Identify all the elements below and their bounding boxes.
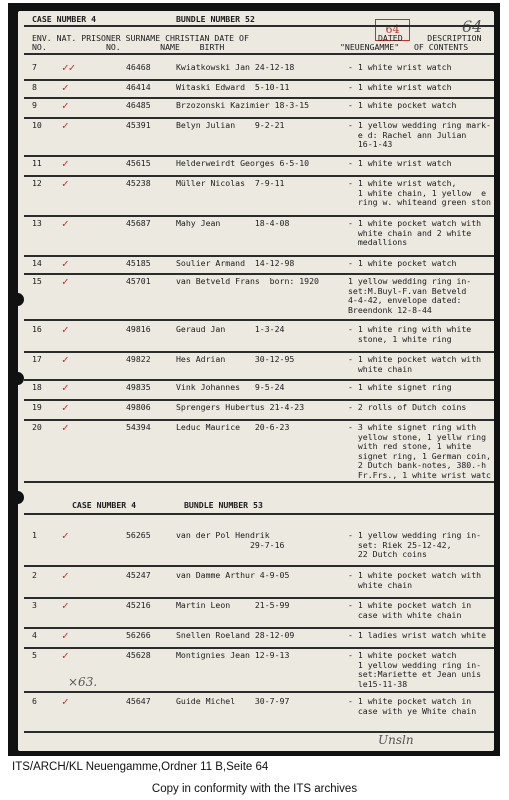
prisoner-name-birth: Belyn Julian 9-2-21 bbox=[176, 120, 285, 130]
contents-description: - 1 yellow wedding ring mark- e d: Rachel ann Julian 16-1-43 bbox=[348, 120, 491, 150]
check-mark: ✓ bbox=[62, 569, 69, 582]
punch-hole bbox=[18, 491, 24, 504]
punch-hole bbox=[18, 293, 24, 306]
rule-line bbox=[24, 351, 494, 353]
contents-description: - 1 white signet ring bbox=[348, 382, 452, 392]
rule-line bbox=[24, 597, 494, 599]
contents-description: - 1 white pocket watch with white chain and 2 white medallions bbox=[348, 218, 482, 248]
rule-line bbox=[24, 481, 494, 483]
rule-line bbox=[24, 79, 494, 81]
contents-description: - 2 rolls of Dutch coins bbox=[348, 402, 467, 412]
env-number: 20 bbox=[32, 422, 42, 432]
check-mark: ✓ bbox=[62, 649, 69, 662]
env-number: 17 bbox=[32, 354, 42, 364]
env-number: 2 bbox=[32, 570, 37, 580]
contents-description: - 1 white wrist watch bbox=[348, 82, 452, 92]
check-mark: ✓ bbox=[62, 421, 69, 434]
contents-description: - 3 white signet ring with yellow stone, 1 yellw ring with red stone, 1 white signet ring, 1 German coin, 2 Dutch bank-notes, 380.-h Fr.Frs., 1 white wrist watc bbox=[348, 422, 491, 480]
check-mark: ✓ bbox=[62, 81, 69, 94]
prisoner-name-birth: Guide Michel 30-7-97 bbox=[176, 696, 290, 706]
check-mark: ✓ bbox=[62, 217, 69, 230]
env-number: 13 bbox=[32, 218, 42, 228]
env-number: 12 bbox=[32, 178, 42, 188]
check-mark: ✓ bbox=[62, 353, 69, 366]
prisoner-number: 45185 bbox=[126, 258, 151, 268]
prisoner-number: 49822 bbox=[126, 354, 151, 364]
page-number-stamp: 64 bbox=[375, 19, 410, 41]
check-mark: ✓ bbox=[62, 323, 69, 336]
signature: Unsln bbox=[378, 733, 414, 747]
env-number: 9 bbox=[32, 100, 37, 110]
rule-line bbox=[24, 215, 494, 217]
prisoner-name-birth: Helderweirdt Georges 6-5-10 bbox=[176, 158, 310, 168]
prisoner-number: 46485 bbox=[126, 100, 151, 110]
env-number: 3 bbox=[32, 600, 37, 610]
env-number: 4 bbox=[32, 630, 37, 640]
rule-line bbox=[24, 647, 494, 649]
prisoner-number: 45391 bbox=[126, 120, 151, 130]
contents-description: - 1 white ring with white stone, 1 white ring bbox=[348, 324, 472, 344]
prisoner-name-birth: Leduc Maurice 20-6-23 bbox=[176, 422, 290, 432]
prisoner-number: 45216 bbox=[126, 600, 151, 610]
contents-description: - 1 white pocket watch 1 yellow wedding ring in- set:Mariette et Jean unis le15-11-38 bbox=[348, 650, 482, 689]
prisoner-number: 45701 bbox=[126, 276, 151, 286]
check-mark: ✓ bbox=[62, 99, 69, 112]
prisoner-name-birth: Sprengers Hubertus 21-4-23 bbox=[176, 402, 305, 412]
corner-page-number: 64 bbox=[462, 17, 483, 36]
prisoner-name-birth: van Betveld Frans born: 1920 bbox=[176, 276, 319, 286]
header-case-number: CASE NUMBER 4 bbox=[32, 14, 97, 24]
check-mark: ✓ bbox=[62, 599, 69, 612]
check-mark: ✓ bbox=[62, 275, 69, 288]
footer-copy-note: Copy in conformity with the ITS archives bbox=[151, 783, 358, 795]
rule-line bbox=[24, 319, 494, 321]
typed-inventory-sheet bbox=[18, 11, 494, 751]
check-mark: ✓ bbox=[62, 529, 69, 542]
prisoner-number: 49835 bbox=[126, 382, 151, 392]
rule-line bbox=[24, 565, 494, 567]
header2-case-number: CASE NUMBER 4 bbox=[72, 500, 137, 510]
check-mark: ✓ bbox=[62, 119, 69, 132]
env-number: 14 bbox=[32, 258, 42, 268]
env-number: 18 bbox=[32, 382, 42, 392]
rule-line bbox=[24, 399, 494, 401]
contents-description: - 1 white pocket watch bbox=[348, 100, 457, 110]
check-mark: ✓ bbox=[62, 401, 69, 414]
contents-description: - 1 white pocket watch bbox=[348, 258, 457, 268]
contents-description: 1 yellow wedding ring in- set:M.Buyl-F.van Betveld 4-4-42, envelope dated: Breendonk 12-8-44 bbox=[348, 276, 472, 315]
rule-line bbox=[24, 255, 494, 257]
rule-line bbox=[24, 97, 494, 99]
check-mark: ✓ bbox=[62, 695, 69, 708]
contents-description: - 1 yellow wedding ring in- set: Riek 25-12-42, 22 Dutch coins bbox=[348, 530, 482, 560]
prisoner-number: 56265 bbox=[126, 530, 151, 540]
contents-description: - 1 white wrist watch bbox=[348, 158, 452, 168]
prisoner-number: 46468 bbox=[126, 62, 151, 72]
env-number: 8 bbox=[32, 82, 37, 92]
prisoner-name-birth: Montignies Jean 12-9-13 bbox=[176, 650, 290, 660]
prisoner-name-birth: Soulier Armand 14-12-98 bbox=[176, 258, 295, 268]
env-number: 11 bbox=[32, 158, 42, 168]
env-number: 1 bbox=[32, 530, 37, 540]
rule-line bbox=[24, 175, 494, 177]
contents-description: - 1 ladies wrist watch white bbox=[348, 630, 487, 640]
contents-description: - 1 white pocket watch with white chain bbox=[348, 570, 482, 590]
prisoner-number: 45647 bbox=[126, 696, 151, 706]
check-mark: ✓✓ bbox=[62, 61, 76, 74]
prisoner-number: 49806 bbox=[126, 402, 151, 412]
env-number: 7 bbox=[32, 62, 37, 72]
rule-line bbox=[24, 53, 494, 55]
env-number: 15 bbox=[32, 276, 42, 286]
rule-line bbox=[24, 513, 494, 515]
prisoner-number: 45238 bbox=[126, 178, 151, 188]
env-number: 5 bbox=[32, 650, 37, 660]
prisoner-name-birth: van der Pol Hendrik 29-7-16 bbox=[176, 530, 285, 550]
rule-line bbox=[24, 25, 494, 27]
margin-note: ×63. bbox=[68, 675, 98, 689]
prisoner-number: 46414 bbox=[126, 82, 151, 92]
rule-line bbox=[24, 691, 494, 693]
prisoner-number: 45628 bbox=[126, 650, 151, 660]
header-bundle-number: BUNDLE NUMBER 52 bbox=[176, 14, 255, 24]
prisoner-name-birth: Geraud Jan 1-3-24 bbox=[176, 324, 285, 334]
check-mark: ✓ bbox=[62, 157, 69, 170]
prisoner-number: 49816 bbox=[126, 324, 151, 334]
prisoner-name-birth: Vink Johannes 9-5-24 bbox=[176, 382, 285, 392]
contents-description: - 1 white pocket watch in case with ye White chain bbox=[348, 696, 477, 716]
check-mark: ✓ bbox=[62, 381, 69, 394]
contents-description: - 1 white wrist watch bbox=[348, 62, 452, 72]
prisoner-name-birth: van Damme Arthur 4-9-05 bbox=[176, 570, 290, 580]
prisoner-number: 45247 bbox=[126, 570, 151, 580]
header2-bundle-number: BUNDLE NUMBER 53 bbox=[184, 500, 263, 510]
env-number: 19 bbox=[32, 402, 42, 412]
check-mark: ✓ bbox=[62, 629, 69, 642]
env-number: 10 bbox=[32, 120, 42, 130]
prisoner-name-birth: Witaski Edward 5-10-11 bbox=[176, 82, 290, 92]
contents-description: - 1 white pocket watch in case with white chain bbox=[348, 600, 472, 620]
check-mark: ✓ bbox=[62, 177, 69, 190]
rule-line bbox=[24, 117, 494, 119]
prisoner-name-birth: Müller Nicolas 7-9-11 bbox=[176, 178, 285, 188]
rule-line bbox=[24, 419, 494, 421]
column-dated-header: DATED DESCRIPTION bbox=[378, 33, 482, 43]
prisoner-name-birth: Brzozonski Kazimier 18-3-15 bbox=[176, 100, 310, 110]
prisoner-number: 54394 bbox=[126, 422, 151, 432]
prisoner-name-birth: Martin Leon 21-5-99 bbox=[176, 600, 290, 610]
scanned-document bbox=[8, 3, 500, 756]
env-number: 6 bbox=[32, 696, 37, 706]
rule-line bbox=[24, 731, 494, 733]
prisoner-name-birth: Snellen Roeland 28-12-09 bbox=[176, 630, 295, 640]
column-dated-header-line2: "NEUENGAMME" OF CONTENTS bbox=[340, 42, 469, 52]
prisoner-number: 56266 bbox=[126, 630, 151, 640]
rule-line bbox=[24, 379, 494, 381]
contents-description: - 1 white pocket watch with white chain bbox=[348, 354, 482, 374]
prisoner-name-birth: Hes Adrian 30-12-95 bbox=[176, 354, 295, 364]
contents-description: - 1 white wrist watch, 1 white chain, 1 yellow e ring w. whiteand green ston bbox=[348, 178, 491, 208]
rule-line bbox=[24, 155, 494, 157]
column-headers-line2: NO. NO. NAME BIRTH bbox=[32, 42, 225, 52]
env-number: 16 bbox=[32, 324, 42, 334]
rule-line bbox=[24, 627, 494, 629]
prisoner-number: 45615 bbox=[126, 158, 151, 168]
prisoner-name-birth: Mahy Jean 18-4-08 bbox=[176, 218, 290, 228]
prisoner-number: 45687 bbox=[126, 218, 151, 228]
check-mark: ✓ bbox=[62, 257, 69, 270]
footer-archive-reference: ITS/ARCH/KL Neuengamme,Ordner 11 B,Seite 64 bbox=[12, 761, 269, 773]
rule-line bbox=[24, 273, 494, 275]
prisoner-name-birth: Kwiatkowski Jan 24-12-18 bbox=[176, 62, 295, 72]
column-headers: ENV. NAT. PRISONER SURNAME CHRISTIAN DATE OF bbox=[32, 33, 249, 43]
